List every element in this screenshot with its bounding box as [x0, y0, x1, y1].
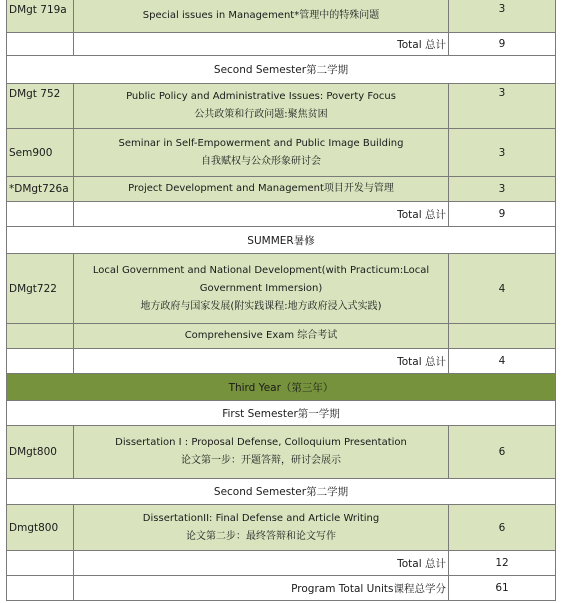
total-label: Total 总计 — [74, 551, 449, 576]
semester-header-row — [6, 401, 556, 426]
course-title-chinese: 论文第一步：开题答辩，研讨会展示 — [181, 455, 341, 466]
table-row — [6, 505, 556, 551]
course-title-chinese: 地方政府与国家发展(附实践课程:地方政府浸入式实践) — [140, 300, 382, 312]
course-title-text: DissertationII: Final Defense and Article Writing — [142, 512, 380, 524]
course-title — [74, 505, 449, 551]
semester-label: Second Semester第二学期 — [6, 479, 556, 505]
table-row — [6, 129, 556, 177]
course-units: 3 — [449, 0, 556, 33]
total-row — [6, 33, 556, 56]
table-row — [6, 177, 556, 202]
year-header-row — [6, 374, 556, 401]
empty-cell — [6, 324, 74, 349]
total-label: Total 总计 — [74, 349, 449, 374]
course-code: DMgt722 — [6, 254, 74, 324]
semester-header-row — [6, 227, 556, 254]
course-title — [74, 254, 449, 324]
empty-cell — [6, 33, 74, 56]
total-label: Total 总计 — [74, 33, 449, 56]
empty-cell — [6, 576, 74, 601]
course-units: 6 — [449, 505, 556, 551]
course-title — [74, 129, 449, 177]
empty-cell — [6, 202, 74, 227]
semester-label: SUMMER暑修 — [6, 227, 556, 254]
course-title-text: Local Government and National Development(with Practicum:Local — [92, 264, 430, 276]
course-title-text-continued: Government Immersion) — [199, 282, 323, 294]
course-title-text: Public Policy and Administrative Issues: Poverty Focus — [126, 91, 396, 102]
table-row — [6, 84, 556, 129]
program-total-units: 61 — [449, 576, 556, 601]
course-units: 6 — [449, 426, 556, 479]
semester-label: First Semester第一学期 — [6, 401, 556, 426]
course-title — [74, 324, 449, 349]
course-title-chinese: 论文第二步：最终答辩和论文写作 — [186, 530, 336, 542]
total-units: 4 — [449, 349, 556, 374]
course-units: 3 — [449, 177, 556, 202]
course-title-text: Special issues in Management*管理中的特殊问题 — [142, 10, 380, 21]
total-row — [6, 551, 556, 576]
semester-label: Second Semester第二学期 — [6, 56, 556, 84]
total-row — [6, 349, 556, 374]
table-row — [6, 426, 556, 479]
total-units: 9 — [449, 33, 556, 56]
year-label: Third Year（第三年） — [6, 374, 556, 401]
table-row — [6, 254, 556, 324]
course-code: DMgt 752 — [6, 84, 74, 129]
course-units: 3 — [449, 84, 556, 129]
course-title — [74, 0, 449, 33]
course-code: DMgt 719a — [6, 0, 74, 33]
course-title-text: Project Development and Management项目开发与管理 — [128, 183, 394, 194]
total-units: 12 — [449, 551, 556, 576]
semester-header-row — [6, 479, 556, 505]
course-title-chinese: 公共政策和行政问题:聚焦贫困 — [194, 109, 328, 120]
total-row — [6, 202, 556, 227]
course-title-chinese: 自我赋权与公众形象研讨会 — [201, 155, 321, 167]
total-label: Total 总计 — [74, 202, 449, 227]
course-code: Sem900 — [6, 129, 74, 177]
empty-cell — [6, 349, 74, 374]
program-total-row — [6, 576, 556, 601]
course-title — [74, 177, 449, 202]
course-title-text: Comprehensive Exam 综合考试 — [184, 330, 338, 341]
course-units: 4 — [449, 254, 556, 324]
empty-cell — [449, 324, 556, 349]
course-code: *DMgt726a — [6, 177, 74, 202]
course-code: DMgt800 — [6, 426, 74, 479]
semester-header-row — [6, 56, 556, 84]
course-title — [74, 426, 449, 479]
course-title-text: Dissertation I : Proposal Defense, Colloquium Presentation — [115, 437, 407, 448]
program-total-label: Program Total Units课程总学分 — [74, 576, 449, 601]
empty-cell — [6, 551, 74, 576]
table-row — [6, 0, 556, 33]
total-units: 9 — [449, 202, 556, 227]
table-row — [6, 324, 556, 349]
course-units: 3 — [449, 129, 556, 177]
course-code: Dmgt800 — [6, 505, 74, 551]
course-title — [74, 84, 449, 129]
course-title-text: Seminar in Self-Empowerment and Public Image Building — [118, 137, 404, 149]
